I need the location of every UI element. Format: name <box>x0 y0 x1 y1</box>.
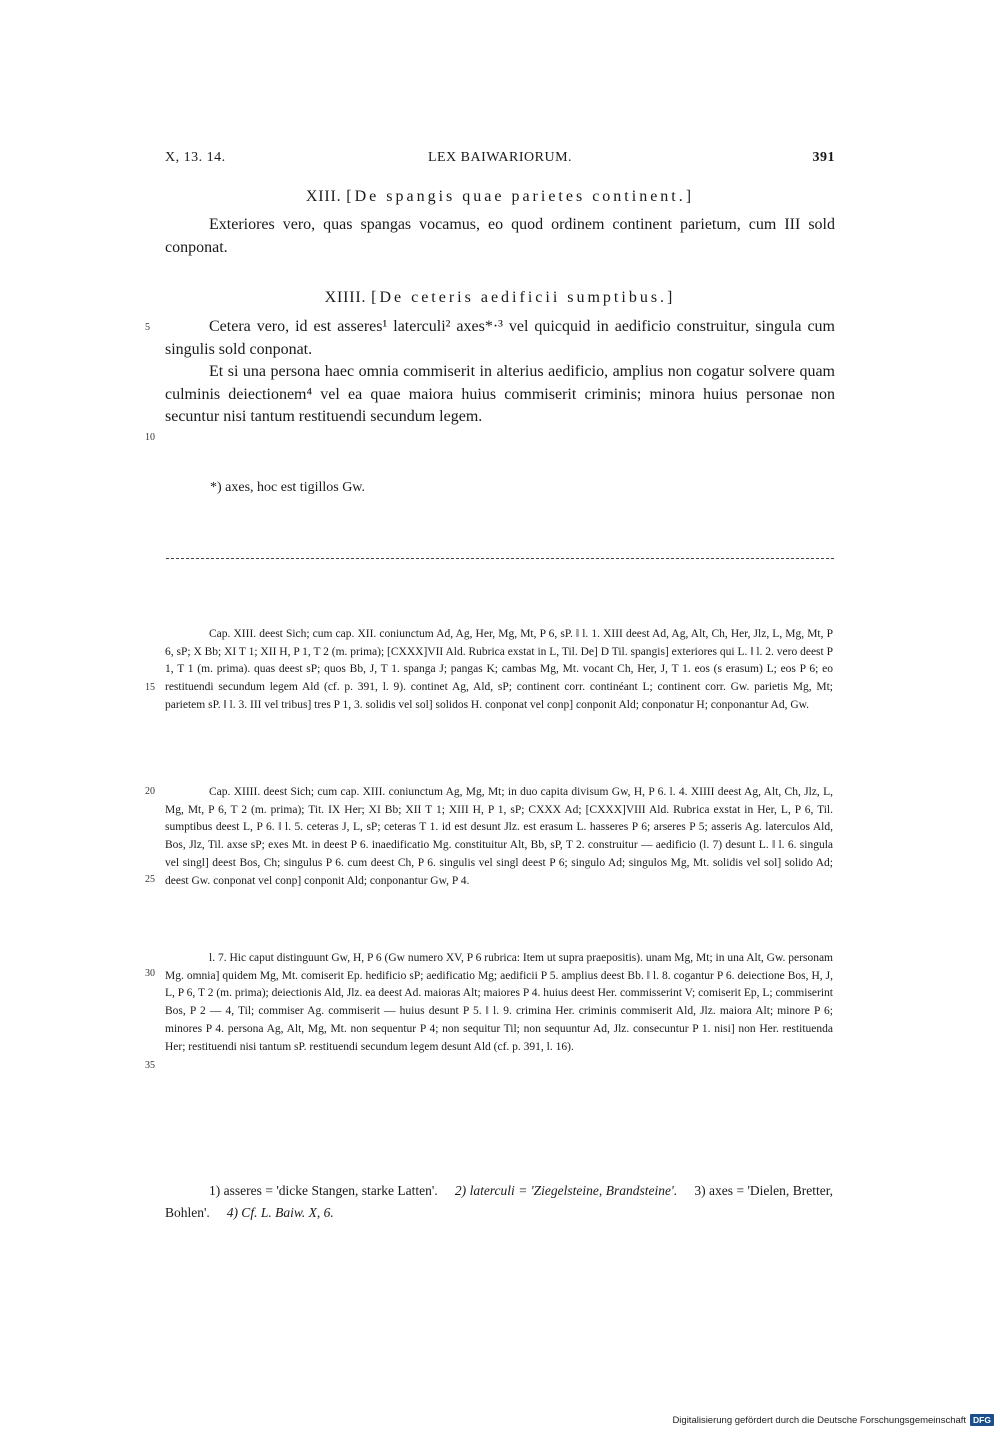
section-13-number: XIII. <box>305 188 342 205</box>
section-14-paragraph-1: Cetera vero, id est asseres¹ laterculi² axes*·³ vel quicquid in aedificio construitur, singula cum singulis sold conponat. <box>165 318 835 358</box>
separator-rule <box>166 558 834 559</box>
footnote-1: 1) asseres = 'dicke Stangen, starke Latten'. <box>209 1183 438 1198</box>
apparatus-block-3 <box>165 950 833 1056</box>
star-footnote: *) axes, hoc est tigillos Gw. <box>210 480 366 495</box>
section-13-heading: [De spangis quae parietes continent.] <box>346 188 695 205</box>
section-14-number: XIIII. <box>324 289 367 306</box>
credit-text: Digitalisierung gefördert durch die Deutsche Forschungsgemeinschaft <box>672 1414 967 1426</box>
apparatus-paragraph-3: l. 7. Hic caput distinguunt Gw, H, P 6 (Gw numero XV, P 6 rubrica: Item ut supra praepositis). unam Mg, Mt; in una Alt, Gw. personam Mg. omnia] quidem Mg, Mt. comiserit Ep. hedificio sP; aedificatio Mg; aedificii P 5. amplius deest Bb. ‖ l. 8. cogantur P 6. deiectione Bos, H, J, L, P 6, T 2 (m. prima); deiectionis Ald, Jlz. ea deest Ad. maioras Alt; maiores P 4. huius deest Her. commisserint V; comiserit Ep, L; commiserint Bos, P 2 — 4, Til; commiser Ag. commiserit — huius desunt P 5. ‖ l. 9. crimina Her. criminis commiserit Ald, Jlz. maiora Alt; minore P 6; minores P 4. persona Ag, Alt, Mg, Mt. non sequentur P 4; non sequitur Til; non sequuntur Ad, Jlz. consecuntur P 1. nisi] non Her. restituenda Her; restituendi nisi tantum sP. restituendi secundum legem desunt Ald (cf. p. 391, l. 16). <box>165 952 833 1053</box>
line-number-35: 35 <box>145 1060 155 1071</box>
page-number: 391 <box>812 150 835 165</box>
line-number-10: 10 <box>145 432 155 443</box>
chapter-reference: X, 13. 14. <box>165 150 226 165</box>
footnote-line <box>165 1180 833 1224</box>
apparatus-paragraph-1: Cap. XIII. deest Sich; cum cap. XII. coniunctum Ad, Ag, Her, Mg, Mt, P 6, sP. ‖ l. 1. XIII deest Ad, Ag, Alt, Ch, Her, Jlz, L, Mg, Mt, P 6, sP; X Bb; XI T 1; XII H, P 1, T 2 (m. prima); [CXXX]VII Ald. Rubrica exstat in L, Til. De] D Til. spangis] exteriores qui L. ‖ l. 2. vero deest P 1, T 1 (m. prima). quas deest sP; quos Bb, J, T 1. spanga J; pangas K; cambas Mg, Mt. vocant Ch, Her, J, T 1. eos (s erasum) L; eos P 6; eo restituendi secundum legem Ald (cf. p. 391, l. 9). continet Ag, Ald, sP; continent corr. continéant L; continent corr. Gw. parietis Mg, Mt; parietem sP. ‖ l. 3. III vel tribus] tres P 1, 3. solidis vel sol] solidos H. conponat vel conp] conponit Ald; conponatur H; conponantur Ad, Gw. <box>165 628 833 711</box>
apparatus-block-1 <box>165 626 833 715</box>
line-number-5: 5 <box>145 322 150 333</box>
line-number-25: 25 <box>145 874 155 885</box>
dfg-logo: DFG <box>970 1414 994 1426</box>
section-14-paragraph-2: Et si una persona haec omnia commiserit in alterius aedificio, amplius non cogatur solvere quam culminis deiectionem⁴ vel ea quae maiora huius commiserit criminis; minora huius personae non secuntur nisi tantum restituendi secundum legem. <box>165 363 835 425</box>
footnotes <box>165 1180 833 1224</box>
section-14-body <box>165 316 835 429</box>
line-number-15: 15 <box>145 682 155 693</box>
digitization-credit <box>672 1414 994 1426</box>
line-number-20: 20 <box>145 786 155 797</box>
section-13-paragraph: Exteriores vero, quas spangas vocamus, eo quod ordinem continent parietum, cum III sold conponat. <box>165 216 835 256</box>
section-13-body <box>165 214 835 259</box>
footnote-2: 2) laterculi = 'Ziegelsteine, Brandsteine'. <box>454 1183 678 1198</box>
section-13-title <box>165 188 835 206</box>
running-header <box>165 150 835 172</box>
footnote-3: 3) axes = 'Dielen, Bretter, Bohlen'. <box>165 1183 834 1220</box>
apparatus-paragraph-2: Cap. XIIII. deest Sich; cum cap. XIII. coniunctum Ag, Mg, Mt; in duo capita divisum Gw, H, P 6. l. 4. XIIII deest Ag, Alt, Ch, Jlz, L, Mg, Mt, P 6, T 2 (m. prima); Tit. IX Her; XI Bb; XII T 1; XIII H, P 1, sP; CXXX Ad; [CXXX]VIII Ald. Rubrica exstat in Her, L, P 6, Til. sumptibus deest L, P 6. ‖ l. 5. ceteras J, L, sP; ceteras T 1. id est desunt Jlz. est erasum L. hasseres P 6; arseres P 5; asseris Ag. laterculos Ald, Bos, Jlz, Til. axse sP; exes Mt. in deest P 6. inaedificatio Mg. constituitur Alt, Bb, sP, T 2. construitur — aedificio (l. 7) desunt L. ‖ l. 6. singula vel singl] deest Bos, Ch; singulus P 6. cum deest Ch, P 6. singulis vel singl deest P 6; singulo Ad; singulos Mg, Mt. solidis vel sol] solido Ad; deest Gw. conponat vel conp] conponit Ald; conponantur Gw, P 4. <box>165 786 833 887</box>
running-title: LEX BAIWARIORUM. <box>427 150 573 165</box>
line-number-30: 30 <box>145 968 155 979</box>
footnote-4: 4) Cf. L. Baiw. X, 6. <box>226 1205 334 1220</box>
apparatus-block-2 <box>165 784 833 890</box>
section-14-title <box>165 289 835 307</box>
section-14-heading: [De ceteris aedificii sumptibus.] <box>371 289 676 306</box>
